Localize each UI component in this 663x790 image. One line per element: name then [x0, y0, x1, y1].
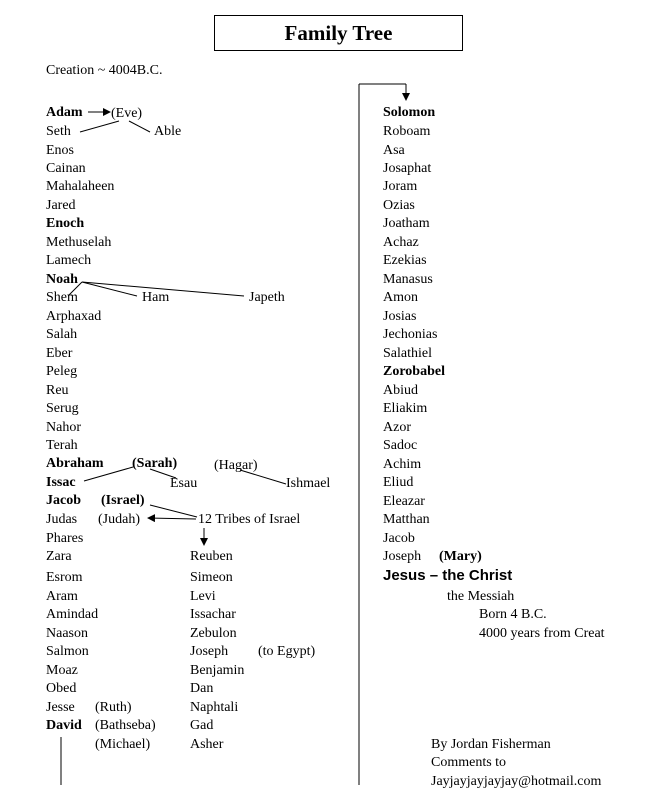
name-issac: Issac [46, 475, 76, 490]
creation-date: Creation ~ 4004B.C. [46, 63, 163, 78]
name-seth: Seth [46, 124, 71, 139]
tribe-issachar: Issachar [190, 607, 236, 622]
tribe-simeon: Simeon [190, 570, 233, 585]
name-roboam: Roboam [383, 124, 431, 139]
name-ruth: (Ruth) [95, 700, 132, 715]
name-zara: Zara [46, 549, 72, 564]
name-aram: Aram [46, 589, 78, 604]
tribe-naphtali: Naphtali [190, 700, 239, 715]
name-salmon: Salmon [46, 644, 89, 659]
name-ezekias: Ezekias [383, 253, 427, 268]
name-enoch: Enoch [46, 216, 85, 231]
email-link[interactable]: Jayjayjayjayjay@hotmail.com [431, 774, 602, 789]
name-shem: Shem [46, 290, 78, 305]
comments-label: Comments to [431, 755, 507, 770]
name-eve: (Eve) [111, 106, 143, 121]
tribe-asher: Asher [190, 737, 224, 752]
name-jacob: Jacob [46, 493, 81, 508]
name-esrom: Esrom [46, 570, 83, 585]
born-note: Born 4 B.C. [479, 607, 547, 622]
name-jesse: Jesse [46, 700, 75, 715]
tribe-joseph: Joseph [190, 644, 229, 659]
name-sarah: (Sarah) [132, 456, 178, 471]
name-moaz: Moaz [46, 663, 78, 678]
name-naason: Naason [46, 626, 88, 641]
name-bathseba: (Bathseba) [95, 718, 156, 733]
tribe-reuben: Reuben [190, 549, 233, 564]
tribes-label: 12 Tribes of Israel [198, 512, 301, 527]
name-reu: Reu [46, 383, 69, 398]
name-michael: (Michael) [95, 737, 151, 752]
name-serug: Serug [46, 401, 79, 416]
name-salah: Salah [46, 327, 78, 342]
tribe-benjamin: Benjamin [190, 663, 245, 678]
name-abraham: Abraham [46, 456, 104, 471]
name-eber: Eber [46, 346, 73, 361]
messiah-note: the Messiah [447, 589, 515, 604]
name-manasus: Manasus [383, 272, 433, 287]
name-eleazar: Eleazar [383, 494, 425, 509]
author-credit: By Jordan Fisherman [431, 737, 551, 752]
name-eliud: Eliud [383, 475, 414, 490]
name-salathiel: Salathiel [383, 346, 432, 361]
years-note: 4000 years from Creat [479, 626, 605, 641]
name-esau: Esau [170, 476, 198, 491]
name-jechonias: Jechonias [383, 327, 438, 342]
name-ham: Ham [142, 290, 170, 305]
name-judas: Judas [46, 512, 78, 527]
name-ozias: Ozias [383, 198, 415, 213]
name-obed: Obed [46, 681, 77, 696]
name-jacob-2: Jacob [383, 531, 415, 546]
name-jared: Jared [46, 198, 76, 213]
name-eliakim: Eliakim [383, 401, 428, 416]
name-japeth: Japeth [249, 290, 285, 305]
name-nahor: Nahor [46, 420, 81, 435]
tribe-zebulon: Zebulon [190, 626, 237, 641]
to-egypt-note: (to Egypt) [258, 644, 316, 659]
name-mary: (Mary) [439, 549, 482, 564]
name-mahalaheen: Mahalaheen [46, 179, 115, 194]
name-zorobabel: Zorobabel [383, 364, 445, 379]
name-hagar: (Hagar) [214, 458, 258, 473]
name-jesus: Jesus – the Christ [383, 567, 513, 584]
name-josaphat: Josaphat [383, 161, 432, 176]
name-sadoc: Sadoc [383, 438, 418, 453]
name-lamech: Lamech [46, 253, 92, 268]
name-joatham: Joatham [383, 216, 430, 231]
name-terah: Terah [46, 438, 78, 453]
name-judah: (Judah) [98, 512, 140, 527]
tribe-levi: Levi [190, 589, 216, 604]
name-achaz: Achaz [383, 235, 419, 250]
name-noah: Noah [46, 272, 78, 287]
name-joram: Joram [383, 179, 418, 194]
name-achim: Achim [383, 457, 422, 472]
name-amindad: Amindad [46, 607, 99, 622]
name-cainan: Cainan [46, 161, 86, 176]
name-matthan: Matthan [383, 512, 430, 527]
tribe-dan: Dan [190, 681, 214, 696]
name-methuselah: Methuselah [46, 235, 112, 250]
name-azor: Azor [383, 420, 411, 435]
name-arphaxad: Arphaxad [46, 309, 102, 324]
name-israel: (Israel) [101, 493, 145, 508]
page-title: Family Tree [214, 15, 463, 51]
name-ishmael: Ishmael [286, 476, 331, 491]
name-joseph-2: Joseph [383, 549, 422, 564]
name-asa: Asa [383, 143, 405, 158]
name-amon: Amon [383, 290, 418, 305]
name-abiud: Abiud [383, 383, 418, 398]
name-adam: Adam [46, 105, 83, 120]
name-phares: Phares [46, 531, 84, 546]
name-peleg: Peleg [46, 364, 78, 379]
name-david: David [46, 718, 82, 733]
name-enos: Enos [46, 143, 74, 158]
tribe-gad: Gad [190, 718, 214, 733]
name-solomon: Solomon [383, 105, 436, 120]
name-josias: Josias [383, 309, 417, 324]
name-able: Able [154, 124, 182, 139]
